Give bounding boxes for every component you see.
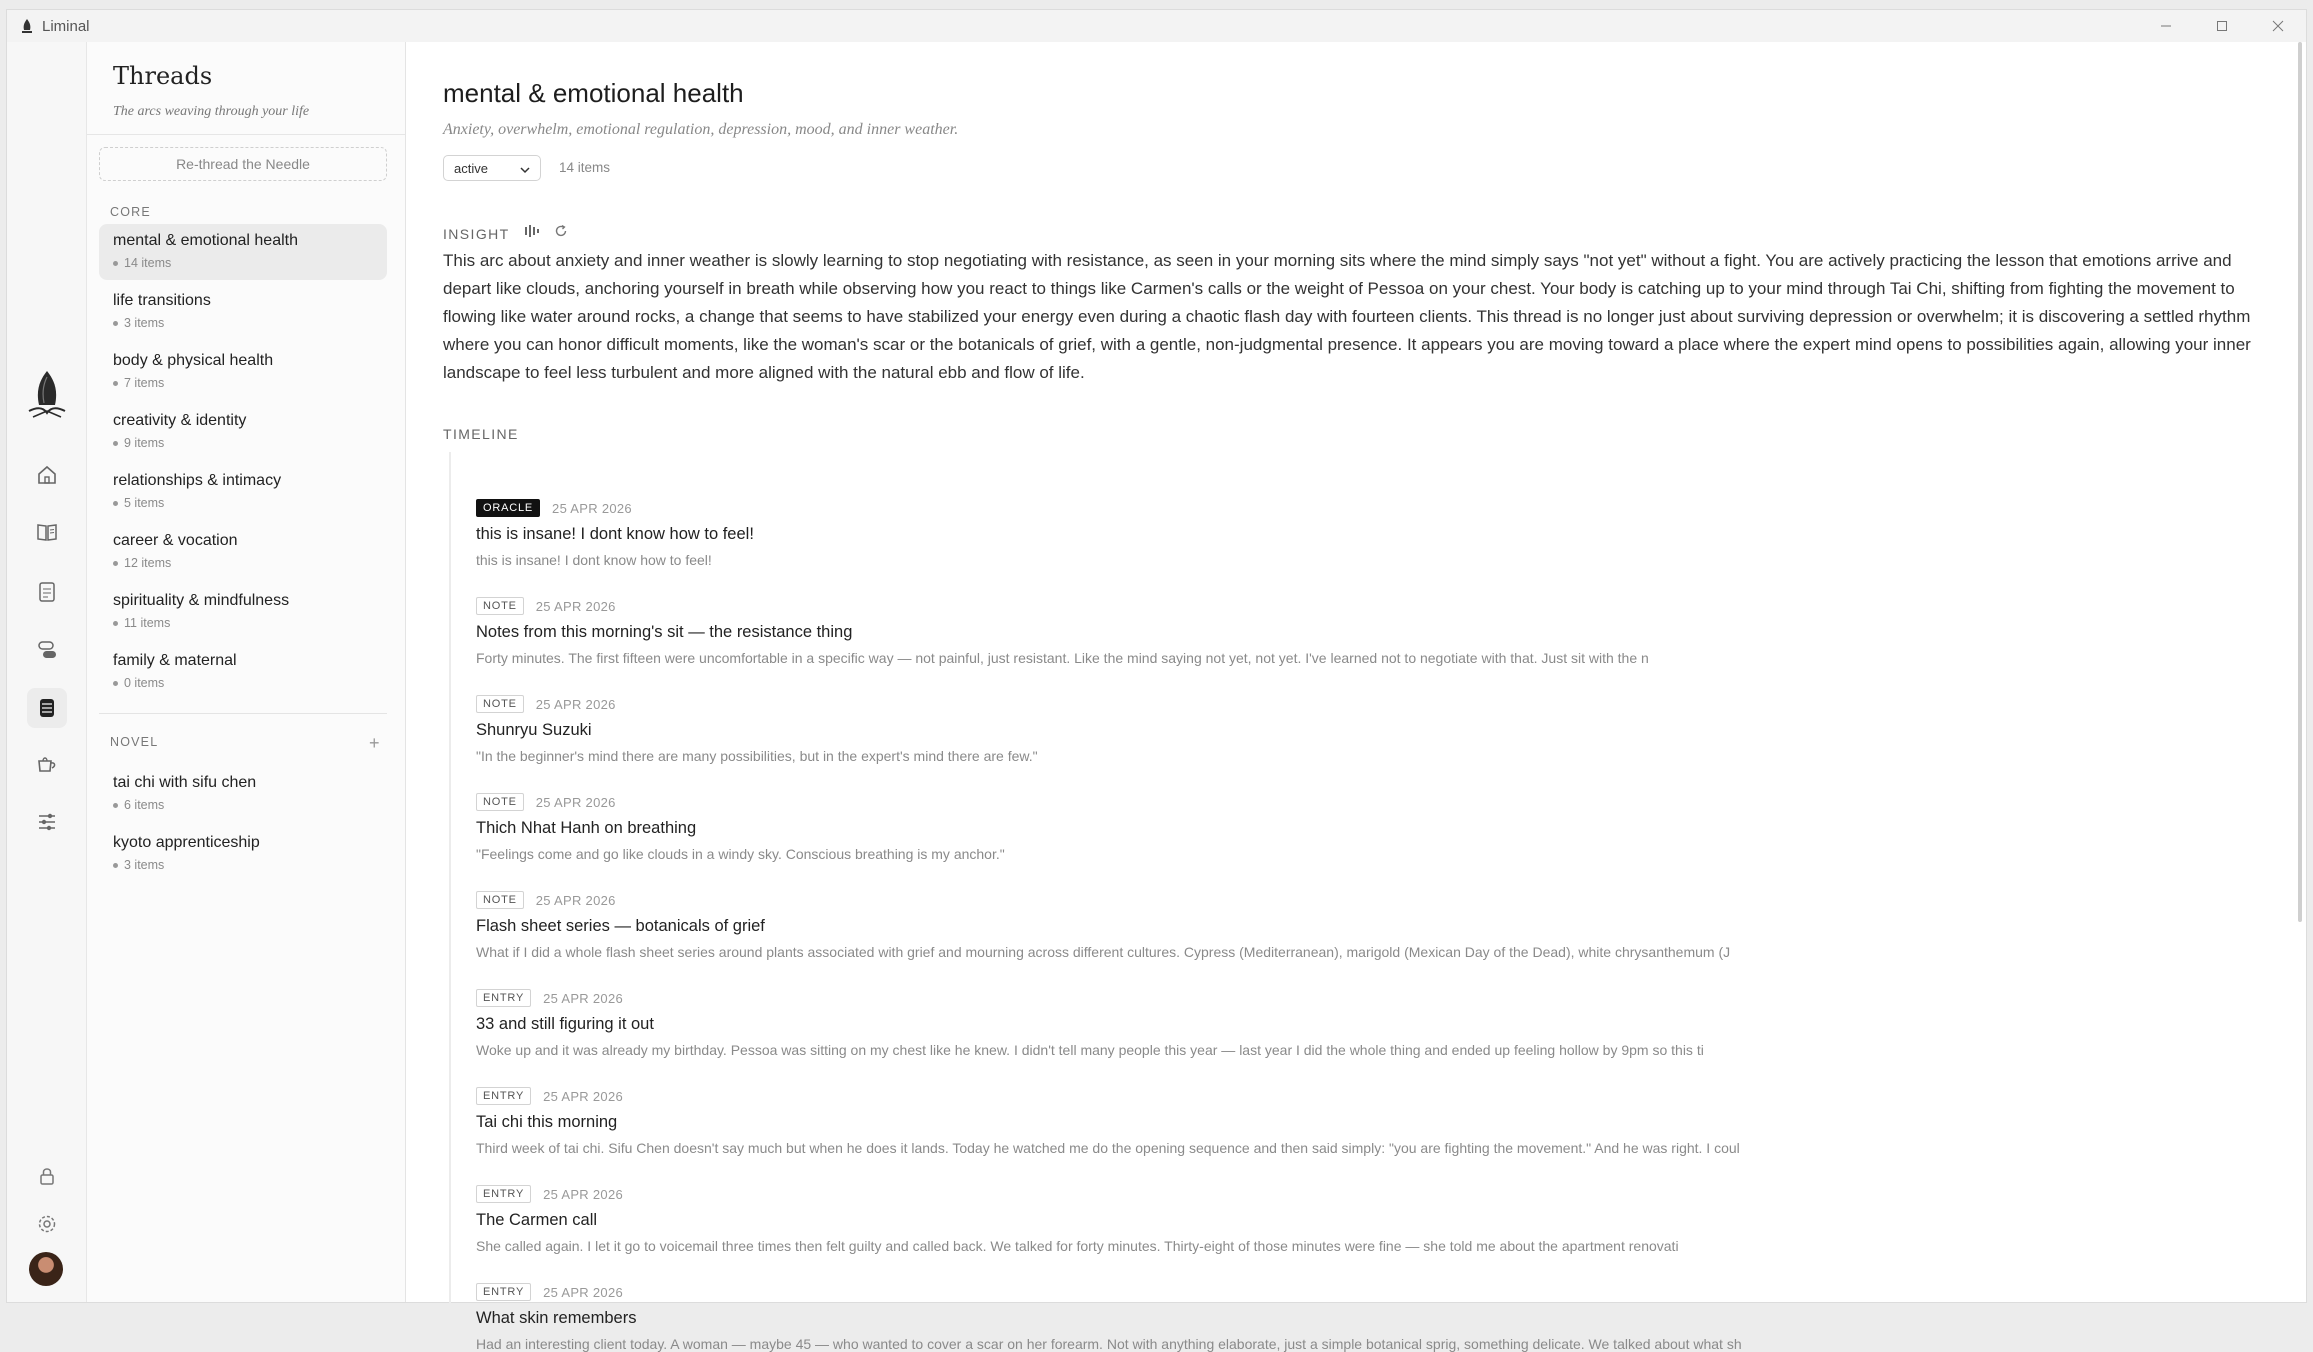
app-window xyxy=(7,10,2306,1352)
divider xyxy=(87,134,405,135)
threads-icon[interactable] xyxy=(27,688,67,728)
entry-excerpt: What if I did a whole flash sheet series around plants associated with grief and mourning across different cultures. Cypress (Mediterranean), marigold (Mexican Day of the Dead), white chrysanthemum (J xyxy=(476,944,1731,960)
timeline-entry[interactable] xyxy=(476,498,2276,568)
entry-title: The Carmen call xyxy=(476,1211,598,1229)
thread-name: body & physical health xyxy=(113,352,274,369)
thread-name: mental & emotional health xyxy=(113,232,298,249)
entry-date: 25 APR 2026 xyxy=(552,500,632,516)
title-bar xyxy=(7,10,2306,42)
timeline-entry[interactable] xyxy=(476,1086,2276,1156)
thread-name: creativity & identity xyxy=(113,412,247,429)
insight-label: INSIGHT xyxy=(443,225,510,242)
thread-name: tai chi with sifu chen xyxy=(113,774,257,791)
entry-title: Notes from this morning's sit — the resistance thing xyxy=(476,623,853,641)
timeline-entry[interactable] xyxy=(476,890,2276,960)
thread-count: 5 items xyxy=(124,496,165,510)
thread-item-career-vocation[interactable] xyxy=(99,524,387,580)
entry-excerpt: Third week of tai chi. Sifu Chen doesn't say much but when he does it lands. Today he watched me do the opening sequence and then said simply: "you are fighting the movement." And he was right. I coul xyxy=(476,1140,1740,1156)
entry-type-badge: ENTRY xyxy=(476,1185,531,1203)
entry-excerpt: Woke up and it was already my birthday. Pessoa was sitting on my chest like he knew. I didn't tell many people this year — last year I did the whole thing and ended up feeling hollow by 9pm so this ti xyxy=(476,1042,1704,1058)
bullet-dot xyxy=(113,681,118,686)
timeline xyxy=(449,452,2281,1352)
thread-name: relationships & intimacy xyxy=(113,472,282,489)
rethread-button[interactable]: Re-thread the Needle xyxy=(99,147,387,181)
thread-item-mental-emotional-health[interactable] xyxy=(99,224,387,280)
thread-name: career & vocation xyxy=(113,532,238,549)
thread-description: Anxiety, overwhelm, emotional regulation, depression, mood, and inner weather. xyxy=(443,121,959,138)
refresh-icon[interactable] xyxy=(554,224,568,243)
status-select[interactable] xyxy=(443,155,541,181)
thread-count: 3 items xyxy=(124,316,165,330)
minimize-icon[interactable] xyxy=(2138,10,2194,42)
thread-item-body-physical-health[interactable] xyxy=(99,344,387,400)
section-divider xyxy=(99,713,387,714)
thread-item-spirituality-mindfulness[interactable] xyxy=(99,584,387,640)
thread-name: kyoto apprenticeship xyxy=(113,834,260,851)
entry-excerpt: this is insane! I dont know how to feel! xyxy=(476,552,712,568)
user-avatar[interactable] xyxy=(29,1252,63,1286)
entry-type-badge: ENTRY xyxy=(476,989,531,1007)
entry-date: 25 APR 2026 xyxy=(535,598,616,614)
timeline-label: TIMELINE xyxy=(443,426,519,442)
entry-title: 33 and still figuring it out xyxy=(476,1015,654,1033)
entry-type-badge: ENTRY xyxy=(476,1283,531,1301)
thread-count: 0 items xyxy=(124,676,165,690)
bullet-dot xyxy=(113,803,118,808)
lock-icon[interactable] xyxy=(27,1156,67,1196)
thread-item-family-maternal[interactable] xyxy=(99,644,387,700)
thread-count: 11 items xyxy=(124,616,171,630)
bullet-dot xyxy=(113,561,118,566)
liminal-logo-icon xyxy=(25,367,69,423)
thread-count: 7 items xyxy=(124,376,165,390)
timeline-entry[interactable] xyxy=(476,1282,2276,1352)
entry-type-badge: NOTE xyxy=(476,793,524,811)
thread-item-relationships-intimacy[interactable] xyxy=(99,464,387,520)
thread-count: 3 items xyxy=(124,858,165,872)
entry-title: this is insane! I dont know how to feel! xyxy=(476,525,754,543)
entry-title: Shunryu Suzuki xyxy=(476,721,592,739)
entry-type-badge: ENTRY xyxy=(476,1087,531,1105)
entry-date: 25 APR 2026 xyxy=(535,892,616,908)
entry-excerpt: She called again. I let it go to voicemail three times then felt guilty and called back. We talked for forty minutes. Thirty-eight of those minutes were fine — she told me about the apartment renovati xyxy=(476,1238,1679,1254)
timeline-entry[interactable] xyxy=(476,694,2276,764)
close-icon[interactable] xyxy=(2250,10,2306,42)
entry-title: Tai chi this morning xyxy=(476,1113,618,1131)
thread-name: family & maternal xyxy=(113,652,237,669)
notes-document-icon[interactable] xyxy=(27,572,67,612)
entry-date: 25 APR 2026 xyxy=(543,990,624,1006)
entry-date: 25 APR 2026 xyxy=(535,696,616,712)
bullet-dot xyxy=(113,381,118,386)
insight-text: This arc about anxiety and inner weather is slowly learning to stop negotiating with resistance, as seen in your morning sits where the mind simply says "not yet" without a fight. You are actively practicing the lesson that emotions arrive and depart like clouds, anchoring yourself in breath while observing how you react to things like Carmen's calls or the weight of Pessoa on your chest. Your body is catching up to your mind through Tai Chi, shifting from fighting the movement to flowing like water around rocks, a change that seems to have stabilized your energy even during a chaotic flash day with fourteen clients. This thread is no longer just about surviving depression or overwhelm; it is discovering a settled rhythm where you can honor difficult moments, like the woman's scar or the botanicals of grief, with a gentle, non-judgmental presence. It appears you are moving toward a place where the expert mind opens to possibilities again, allowing your inner landscape to feel less turbulent and more aligned with the natural ebb and flow of life. xyxy=(443,251,2251,382)
entry-title: What skin remembers xyxy=(476,1309,637,1327)
core-section-label: CORE xyxy=(110,205,151,219)
thread-detail xyxy=(407,42,2306,1352)
bullet-dot xyxy=(113,321,118,326)
thread-item-creativity-identity[interactable] xyxy=(99,404,387,460)
entry-excerpt: Forty minutes. The first fifteen were uncomfortable in a specific way — not painful, just resistant. Like the mind saying not yet, not yet. I've learned not to negotiate with that. Just sit with the n xyxy=(476,650,1649,666)
entry-title: Thich Nhat Hanh on breathing xyxy=(476,819,697,837)
bullet-dot xyxy=(113,621,118,626)
add-novel-thread-button[interactable]: + xyxy=(369,733,380,753)
entry-excerpt: Had an interesting client today. A woman — maybe 45 — who wanted to cover a scar on her forearm. Not with anything elaborate, just a simple botanical sprig, something delicate. We talked about what sh xyxy=(476,1336,1742,1352)
home-icon[interactable] xyxy=(27,455,67,495)
ritual-teapot-icon[interactable] xyxy=(27,744,67,784)
settings-gear-icon[interactable] xyxy=(27,1204,67,1244)
status-value: active xyxy=(454,160,488,176)
journal-book-icon[interactable] xyxy=(27,512,67,552)
audio-waveform-icon[interactable] xyxy=(524,224,540,243)
entry-date: 25 APR 2026 xyxy=(543,1284,624,1300)
thread-count: 12 items xyxy=(124,556,172,570)
bullet-dot xyxy=(113,441,118,446)
thread-item-count: 14 items xyxy=(559,160,611,175)
timeline-entry[interactable] xyxy=(476,596,2276,666)
bullet-dot xyxy=(113,863,118,868)
entry-title: Flash sheet series — botanicals of grief xyxy=(476,917,765,935)
thread-item-tai-chi[interactable] xyxy=(99,766,387,822)
threads-subtitle: The arcs weaving through your life xyxy=(113,104,310,119)
entry-type-badge: NOTE xyxy=(476,891,524,909)
bullet-dot xyxy=(113,261,118,266)
filters-sliders-icon[interactable] xyxy=(27,802,67,842)
entry-date: 25 APR 2026 xyxy=(535,794,616,810)
thread-count: 14 items xyxy=(124,256,172,270)
entry-type-badge: NOTE xyxy=(476,695,524,713)
thread-name: life transitions xyxy=(113,292,211,309)
thread-item-kyoto-apprenticeship[interactable] xyxy=(99,826,387,882)
entry-date: 25 APR 2026 xyxy=(543,1186,624,1202)
oracle-chat-icon[interactable] xyxy=(27,630,67,670)
chevron-down-icon xyxy=(520,161,530,176)
entry-date: 25 APR 2026 xyxy=(543,1088,624,1104)
app-logo-icon xyxy=(16,15,38,37)
thread-count: 6 items xyxy=(124,798,165,812)
entry-type-badge: ORACLE xyxy=(476,499,540,517)
entry-excerpt: "Feelings come and go like clouds in a windy sky. Conscious breathing is my anchor." xyxy=(476,846,1005,862)
threads-title: Threads xyxy=(113,62,213,90)
timeline-entry[interactable] xyxy=(476,988,2276,1058)
thread-item-life-transitions[interactable] xyxy=(99,284,387,340)
thread-name: spirituality & mindfulness xyxy=(113,592,290,609)
maximize-icon[interactable] xyxy=(2194,10,2250,42)
icon-rail xyxy=(7,42,87,1302)
novel-section-label: NOVEL xyxy=(110,735,159,749)
thread-title: mental & emotional health xyxy=(443,78,744,108)
entry-excerpt: "In the beginner's mind there are many possibilities, but in the expert's mind there are few." xyxy=(476,748,1038,764)
window-title: Liminal xyxy=(42,17,90,35)
scrollbar[interactable] xyxy=(2298,42,2302,922)
entry-type-badge: NOTE xyxy=(476,597,524,615)
timeline-entry[interactable] xyxy=(476,792,2276,862)
bullet-dot xyxy=(113,501,118,506)
thread-count: 9 items xyxy=(124,436,165,450)
timeline-entry[interactable] xyxy=(476,1184,2276,1254)
threads-panel xyxy=(87,42,406,1302)
